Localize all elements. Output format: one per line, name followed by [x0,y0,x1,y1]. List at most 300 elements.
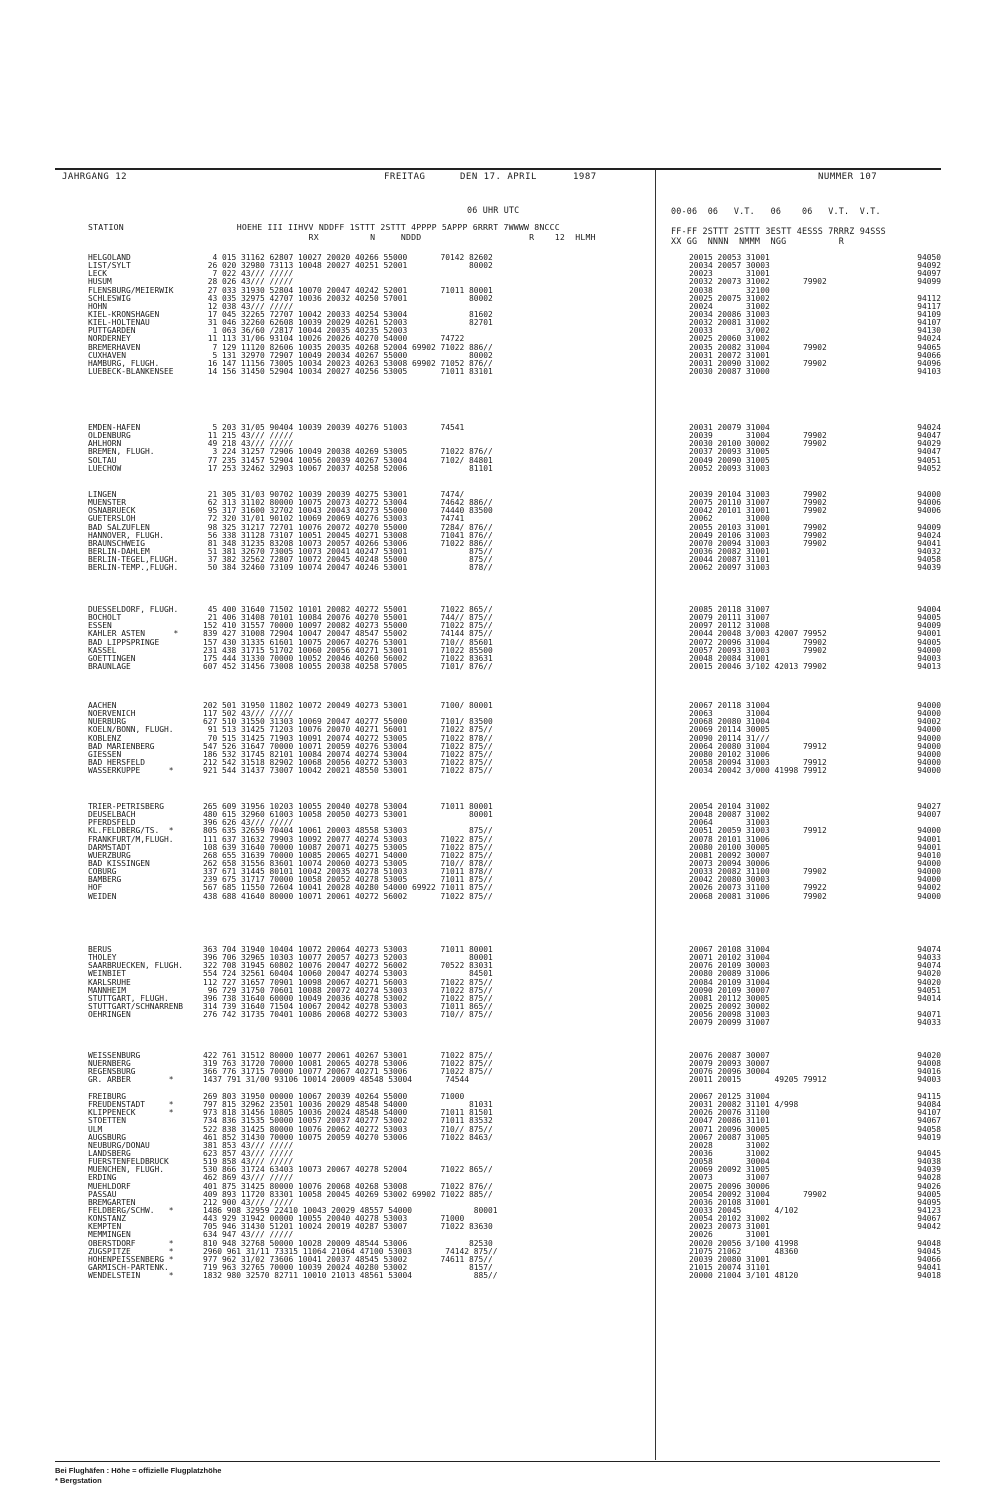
observation-groups: 314 739 31640 71504 10067 20042 40278 53003 71011 865// [203,1001,493,1011]
station-name: OLDENBURG [88,431,131,441]
observation-groups: 21 305 31/03 90702 10039 20039 40275 53001 7474/ [203,490,465,499]
station-row [0,647,1000,655]
station-index: 94095 [917,1197,941,1207]
observation-groups: 337 671 31445 80101 10042 20035 40278 51003 71011 878// [203,867,493,877]
station-index: 94097 [917,269,941,279]
station-name: SAARBRUECKEN, FLUGH. [88,961,184,971]
daily-summary-groups: 20030 20087 31000 [689,366,770,376]
station-index: 94000 [917,766,941,776]
daily-summary-groups: 20062 31000 [689,514,770,524]
station-name: LANDSBERG [88,1148,131,1158]
daily-summary-groups: 20035 20082 31004 79902 [689,342,827,352]
daily-summary-groups: 20030 20100 30002 79902 [689,439,827,449]
station-index: 94047 [917,447,941,457]
daily-summary-groups: 20064 31003 [689,818,770,828]
station-row [0,491,1000,499]
observation-groups: 51 381 32670 73005 10073 20041 40247 53001 875// [203,546,493,556]
daily-summary-groups: 20034 20086 31003 [689,309,770,319]
column-headers-right: FF-FF 2STTT 2STTT 3ESTT 4ESSS 7RRRZ 94SSS [671,226,886,236]
station-index: 94000 [917,709,941,719]
column-subheaders-right: XX GG NNNN NMMM NGG R [671,236,844,246]
observation-groups: 37 382 32562 72807 10072 20045 40248 55000 875// [203,555,493,565]
observation-time: 06 UHR UTC [467,205,520,215]
station-index: 94000 [917,490,941,499]
station-row [0,1126,1000,1134]
station-index: 94029 [917,439,941,449]
station-name: BAMBERG [88,875,122,885]
observation-groups: 186 532 31745 82101 10084 20074 40274 53004 71022 875// [203,749,493,759]
daily-summary-groups: 20011 20015 49205 79912 [689,1075,827,1085]
station-index: 94039 [917,1165,941,1175]
station-row [0,1272,1000,1280]
daily-summary-groups: 20070 20094 31003 79902 [689,538,827,548]
daily-summary-groups: 20028 31002 [689,1140,770,1150]
station-index: 94004 [917,605,941,614]
station-name: HOF [88,883,103,893]
observation-groups: 396 626 43/// ///// [203,818,294,828]
column-subheaders-left: RX N NDDD R 12 HLMH [88,232,596,242]
station-index: 94103 [917,366,941,376]
station-name: KARLSRUHE [88,977,131,987]
station-name: ULM [88,1124,103,1134]
station-name: WEIDEN [88,891,117,901]
station-row [0,962,1000,970]
observation-groups: 45 400 31640 71502 10101 20082 40272 55001 71022 865// [203,605,493,614]
observation-groups: 422 761 31512 80000 10077 20061 40267 53001 71022 875// [203,1051,493,1060]
station-row [0,1052,1000,1060]
station-index: 94001 [917,834,941,844]
station-name: KOBLENZ [88,733,122,743]
observation-groups: 461 852 31430 70000 10075 20059 40270 53006 71022 8463/ [203,1132,493,1142]
station-name: HOHN [88,301,108,311]
station-row [0,710,1000,718]
observation-groups: 70 515 31425 71903 10091 20074 40272 53005 71022 878// [203,733,493,743]
station-name: KIEL-KRONSHAGEN [88,309,160,319]
station-row [0,254,1000,262]
station-index: 94045 [917,1148,941,1158]
station-name: MUEHLDORF [88,1181,131,1191]
station-index: 94041 [917,1262,941,1272]
station-row [0,743,1000,751]
observation-groups: 1 063 36/60 /2817 10044 20035 40235 52003 [203,326,408,336]
daily-summary-groups: 20034 20042 3/000 41998 79912 [689,766,827,776]
station-index: 94115 [917,1092,941,1101]
daily-summary-groups: 20042 20101 31001 79902 [689,506,827,516]
observation-groups: 16 147 11156 73005 10034 20023 40263 53008 69902 71052 876// [203,358,493,368]
daily-summary-groups: 20054 20092 31004 79902 [689,1189,827,1199]
station-name: LUEBECK-BLANKENSEE [88,366,174,376]
observation-groups: 607 452 31456 73008 10055 20038 40258 57005 7101/ 876// [203,661,493,671]
station-index: 94066 [917,1254,941,1264]
station-name: BAD HERSFELD [88,757,146,767]
station-row [0,1223,1000,1231]
station-name: FREUDENSTADT * [88,1100,174,1110]
daily-summary-groups: 20067 20087 31005 [689,1132,770,1142]
observation-groups: 21 406 31408 70101 10084 20076 40270 55001 744// 875// [203,613,493,623]
daily-summary-groups: 20069 20114 30005 [689,725,770,735]
daily-summary-groups: 20039 20080 31001 [689,1254,770,1264]
station-row [0,335,1000,343]
station-name: KLIPPENECK * [88,1108,174,1118]
station-row [0,424,1000,432]
station-name: GARMISCH-PARTENK. [88,1262,169,1272]
station-name: KAHLER ASTEN * [88,629,179,639]
daily-summary-groups: 20048 20087 31002 [689,810,770,820]
station-name: OSNABRUECK [88,506,136,516]
observation-groups: 4 015 31162 62807 10027 20020 40266 55000 70142 82602 [203,253,493,262]
station-group [0,606,1000,671]
station-index: 94002 [917,717,941,727]
station-row [0,457,1000,465]
station-name: NEUBURG/DONAU [88,1140,150,1150]
station-row [0,852,1000,860]
station-name: BAD LIPPSPRINGE [88,637,160,647]
station-row [0,946,1000,954]
observation-groups: 522 838 31425 80000 10076 20062 40272 53003 710// 875// [203,1124,493,1134]
station-name: COBURG [88,867,117,877]
station-name: SOLTAU [88,455,117,465]
station-index: 94058 [917,1124,941,1134]
station-row [0,655,1000,663]
station-name: PUTTGARDEN [88,326,136,336]
station-index: 94009 [917,621,941,631]
station-index: 94038 [917,1157,941,1167]
station-index: 94051 [917,455,941,465]
daily-summary-groups: 20048 20084 31001 [689,653,770,663]
station-index: 94033 [917,953,941,963]
observation-groups: 77 235 31457 52904 10056 20039 40267 53004 7102/ 84801 [203,455,493,465]
station-row [0,860,1000,868]
station-index: 94050 [917,253,941,262]
station-index: 94002 [917,883,941,893]
station-name: KOELN/BONN, FLUGH. [88,725,174,735]
daily-summary-groups: 20023 20073 31001 [689,1222,770,1232]
station-index: 94074 [917,961,941,971]
daily-summary-groups: 20038 32100 [689,285,770,295]
station-index: 94003 [917,653,941,663]
station-row [0,726,1000,734]
station-row [0,751,1000,759]
station-name: PFERDSFELD [88,818,136,828]
daily-summary-groups: 20058 20094 31003 79912 [689,757,827,767]
station-name: SCHLESWIG [88,293,131,303]
station-group [0,424,1000,473]
station-index: 94000 [917,826,941,836]
station-index: 94092 [917,261,941,271]
observation-groups: 14 156 31450 52904 10034 20027 40256 53005 71011 83101 [203,366,493,376]
observation-groups: 3 224 31257 72906 10049 20038 40269 53005 71022 876// [203,447,493,457]
header-rule [55,168,941,170]
daily-summary-groups: 20067 20118 31004 [689,701,770,710]
footer-rule [55,1461,940,1462]
daily-summary-groups: 20054 20102 31002 [689,1214,770,1224]
station-name: THOLEY [88,953,117,963]
station-name: BRAUNSCHWEIG [88,538,146,548]
station-name: BERLIN-TEGEL,FLUGH. [88,555,179,565]
station-group [0,946,1000,1027]
station-index: 94005 [917,637,941,647]
station-index: 94067 [917,1116,941,1126]
observation-groups: 43 035 32975 42707 10036 20032 40250 57001 80002 [203,293,493,303]
volume-label: JAHRGANG 12 [62,172,128,182]
station-name: AHLHORN [88,439,122,449]
station-name: ESSEN [88,621,112,631]
daily-summary-groups: 20020 20056 3/100 41998 [689,1238,799,1248]
daily-summary-groups: 20044 20087 31101 [689,555,770,565]
station-row [0,499,1000,507]
observation-groups: 623 857 43/// ///// [203,1148,294,1158]
station-row [0,970,1000,978]
daily-summary-groups: 20067 20125 31004 [689,1092,770,1101]
observation-groups: 7 129 11120 82606 10035 20035 40268 52004 69902 71022 886// [203,342,493,352]
station-name: ERDING [88,1173,117,1183]
observation-groups: 49 218 43/// ///// [203,439,294,449]
station-row [0,836,1000,844]
daily-summary-groups: 21015 20074 31101 [689,1262,770,1272]
observation-groups: 7 022 43/// ///// [203,269,294,279]
station-row [0,1060,1000,1068]
station-name: BOCHOLT [88,613,122,623]
observation-groups: 409 893 11720 83301 10058 20045 40269 53002 69902 71022 885// [203,1189,493,1199]
daily-summary-groups: 20084 20109 31004 [689,977,770,987]
daily-summary-groups: 20090 20109 30007 [689,985,770,995]
weekday-label: FREITAG [384,172,426,182]
daily-summary-groups: 20090 20114 31/// [689,733,770,743]
station-row [0,1134,1000,1142]
observation-groups: 202 501 31950 11802 10072 20049 40273 53001 7100/ 80001 [203,701,493,710]
daily-summary-groups: 20057 20093 31003 79902 [689,645,827,655]
daily-summary-groups: 20062 20097 31003 [689,563,770,573]
station-name: ZUGSPITZE * [88,1246,174,1256]
station-index: 94107 [917,318,941,328]
daily-summary-groups: 20032 20081 31002 [689,318,770,328]
observation-groups: 72 320 31/01 90102 10069 20069 40276 53003 74741 [203,514,465,524]
daily-summary-groups: 20025 20060 31002 [689,334,770,344]
station-name: GR. ARBER * [88,1075,174,1085]
station-row [0,295,1000,303]
daily-summary-groups: 20049 20090 31005 [689,455,770,465]
daily-summary-groups: 20039 31004 79902 [689,431,827,441]
station-name: FUERSTENFELDBRUCK [88,1157,169,1167]
station-index: 94033 [917,1018,941,1028]
daily-summary-groups: 20073 31007 [689,1173,770,1183]
station-row [0,515,1000,523]
daily-summary-groups: 20080 20089 31006 [689,969,770,979]
daily-summary-groups: 20052 20093 31003 [689,463,770,473]
daily-summary-groups: 20063 31004 [689,709,770,719]
station-index: 94019 [917,1132,941,1142]
observation-groups: 269 803 31950 00000 10067 20039 40264 55000 71000 [203,1092,465,1101]
station-row [0,1117,1000,1125]
station-index: 94107 [917,1108,941,1118]
station-index: 94099 [917,277,941,287]
daily-summary-groups: 20097 20112 31008 [689,621,770,631]
station-index: 94000 [917,749,941,759]
daily-summary-groups: 20025 20092 30002 [689,1001,770,1011]
daily-summary-groups: 20071 20096 30005 [689,1124,770,1134]
station-name: NUERBURG [88,717,127,727]
station-name: AUGSBURG [88,1132,127,1142]
daily-summary-groups: 20031 20090 31002 79902 [689,358,827,368]
station-index: 94026 [917,1181,941,1191]
station-name: FLENSBURG/MEIERWIK [88,285,174,295]
observation-groups: 262 658 31556 83601 10074 20060 40273 53005 710// 878// [203,858,493,868]
station-index: 94000 [917,701,941,710]
daily-summary-groups: 20034 20057 30003 [689,261,770,271]
station-name: BERUS [88,945,112,954]
observation-groups: 567 685 11550 72604 10041 20028 40280 54000 69922 71011 875// [203,883,493,893]
station-index: 94028 [917,1173,941,1183]
observation-groups: 319 763 31720 70000 10081 20065 40278 53006 71022 875// [203,1059,493,1069]
observation-groups: 50 384 32460 73109 10074 20047 40246 53001 878// [203,563,493,573]
observation-groups: 519 858 43/// ///// [203,1157,294,1167]
daily-summary-groups: 20081 20112 30005 [689,993,770,1003]
station-row [0,1011,1000,1019]
station-row [0,876,1000,884]
station-name: REGENSBURG [88,1067,136,1077]
station-row [0,702,1000,710]
station-row [0,606,1000,614]
observation-groups: 839 427 31008 72904 10047 20047 48547 55002 74144 875// [203,629,493,639]
station-row [0,287,1000,295]
daily-summary-groups: 20085 20118 31007 [689,605,770,614]
observation-groups: 810 948 32768 50000 10028 20009 48544 53006 82530 [203,1238,493,1248]
station-name: FREIBURG [88,1092,127,1101]
station-row [0,1207,1000,1215]
daily-summary-groups: 20079 20099 31007 [689,1018,770,1028]
station-name: BAD MARIENBERG [88,741,155,751]
observation-groups: 28 026 43/// ///// [203,277,294,287]
daily-summary-groups: 20079 20111 31007 [689,613,770,623]
station-row [0,270,1000,278]
station-group [0,491,1000,572]
observation-groups: 265 609 31956 10203 10055 20040 40278 53004 71011 80001 [203,802,493,811]
observation-groups: 438 688 41640 80000 10071 20061 40272 56002 71022 875// [203,891,493,901]
station-name: EMDEN-HAFEN [88,423,141,432]
station-name: DEUSELBACH [88,810,136,820]
observation-groups: 91 513 31425 71203 10076 20070 40271 56001 71022 875// [203,725,493,735]
daily-summary-groups: 20049 20106 31003 79902 [689,530,827,540]
observation-groups: 396 706 32965 10303 10077 20057 40273 52003 80001 [203,953,493,963]
station-index: 94071 [917,1010,941,1020]
station-index: 94042 [917,1222,941,1232]
station-name: WEISSENBURG [88,1051,141,1060]
observation-groups: 1486 908 32959 22410 10043 20029 48557 54000 80001 [203,1205,498,1215]
observation-groups: 480 615 32960 61003 10058 20050 40273 53001 80001 [203,810,493,820]
observation-groups: 921 544 31437 73007 10042 20021 48550 53001 71022 875// [203,766,493,776]
station-row [0,327,1000,335]
daily-summary-groups: 20042 20080 30003 [689,875,770,885]
station-row [0,319,1000,327]
observation-groups: 17 045 32265 72707 10042 20033 40254 53004 81602 [203,309,493,319]
observation-groups: 239 675 31717 70000 10058 20052 40278 53005 71011 875// [203,875,493,885]
observation-groups: 175 444 31330 70000 10052 20046 40260 56002 71022 83631 [203,653,493,663]
station-name: LIST/SYLT [88,261,131,271]
daily-summary-groups: 20000 21004 3/101 48120 [689,1271,799,1281]
station-name: OEHRINGEN [88,1010,131,1020]
daily-summary-groups: 20031 20079 31004 [689,423,770,432]
station-index: 94006 [917,506,941,516]
station-index: 94000 [917,733,941,743]
station-name: BRAUNLAGE [88,661,131,671]
station-name: HANNOVER, FLUGH. [88,530,165,540]
station-name: PASSAU [88,1189,117,1199]
observation-groups: 112 727 31657 70901 10098 20067 40271 56003 71022 875// [203,977,493,987]
station-row [0,803,1000,811]
station-index: 94000 [917,757,941,767]
observation-groups: 530 866 31724 63403 10073 20067 40278 52004 71022 865// [203,1165,493,1175]
issue-number: NUMMER 107 [818,172,878,182]
station-name: HAMBURG, FLUGH. [88,358,160,368]
station-index: 94024 [917,423,941,432]
station-row [0,1142,1000,1150]
station-index: 94005 [917,1189,941,1199]
observation-groups: 322 708 31945 60802 10076 20047 40272 56002 70522 83031 [203,961,493,971]
station-row [0,1215,1000,1223]
station-group [0,254,1000,376]
station-index: 94018 [917,1271,941,1281]
footnote-airports: Bei Flughäfen : Höhe = offizielle Flugplatzhöhe [55,1466,222,1475]
station-name: FELDBERG/SCHW. * [88,1205,174,1215]
station-name: KASSEL [88,645,117,655]
station-name: KL.FELDBERG/TS. * [88,826,174,836]
station-index: 94067 [917,1214,941,1224]
station-name: NUERNBERG [88,1059,131,1069]
station-row [0,465,1000,473]
station-index: 94003 [917,1075,941,1085]
station-name: KIEL-HOLTENAU [88,318,150,328]
observation-groups: 5 203 31/05 90404 10039 20039 40276 51003 74541 [203,423,465,432]
station-name: NORDERNEY [88,334,131,344]
daily-summary-groups: 20064 20080 31004 79912 [689,741,827,751]
station-index: 94007 [917,810,941,820]
daily-summary-groups: 20069 20092 31005 [689,1165,770,1175]
station-name: DARMSTADT [88,842,131,852]
station-index: 94096 [917,358,941,368]
observation-groups: 554 724 32561 60404 10060 20047 40274 53003 84501 [203,969,493,979]
station-name: BREMGARTEN [88,1197,136,1207]
observation-groups: 231 438 31715 51702 10060 20056 40271 53001 71022 85500 [203,645,493,655]
observation-groups: 276 742 31735 70401 10086 20068 40272 53003 710// 875// [203,1010,493,1020]
station-row [0,564,1000,572]
observation-groups: 96 729 31750 70601 10088 20072 40274 53003 71022 875// [203,985,493,995]
station-name: BAD KISSINGEN [88,858,150,868]
station-index: 94052 [917,463,941,473]
daily-summary-groups: 20031 20082 31101 4/998 [689,1100,799,1110]
daily-summary-groups: 20015 20046 3/102 42013 79902 [689,661,827,671]
station-row [0,614,1000,622]
daily-summary-groups: 20033 20082 31100 79902 [689,867,827,877]
observation-groups: 805 635 32659 70404 10061 20003 48558 53003 875// [203,826,493,836]
station-group [0,702,1000,775]
station-name: MEMMINGEN [88,1230,131,1240]
station-index: 94024 [917,530,941,540]
station-index: 94000 [917,741,941,751]
station-index: 94020 [917,1051,941,1060]
station-index: 94000 [917,645,941,655]
station-row [0,1019,1000,1027]
station-name: BAD SALZUFLEN [88,522,150,532]
station-index: 94130 [917,326,941,336]
daily-summary-groups: 20036 20108 31001 [689,1197,770,1207]
daily-summary-groups: 20081 20092 30007 [689,850,770,860]
station-row [0,311,1000,319]
date-label: DEN 17. APRIL [460,172,537,182]
daily-summary-groups: 20055 20103 31001 79902 [689,522,827,532]
daily-summary-groups: 20036 20082 31001 [689,546,770,556]
observation-groups: 117 502 43/// ///// [203,709,294,719]
station-row [0,893,1000,901]
